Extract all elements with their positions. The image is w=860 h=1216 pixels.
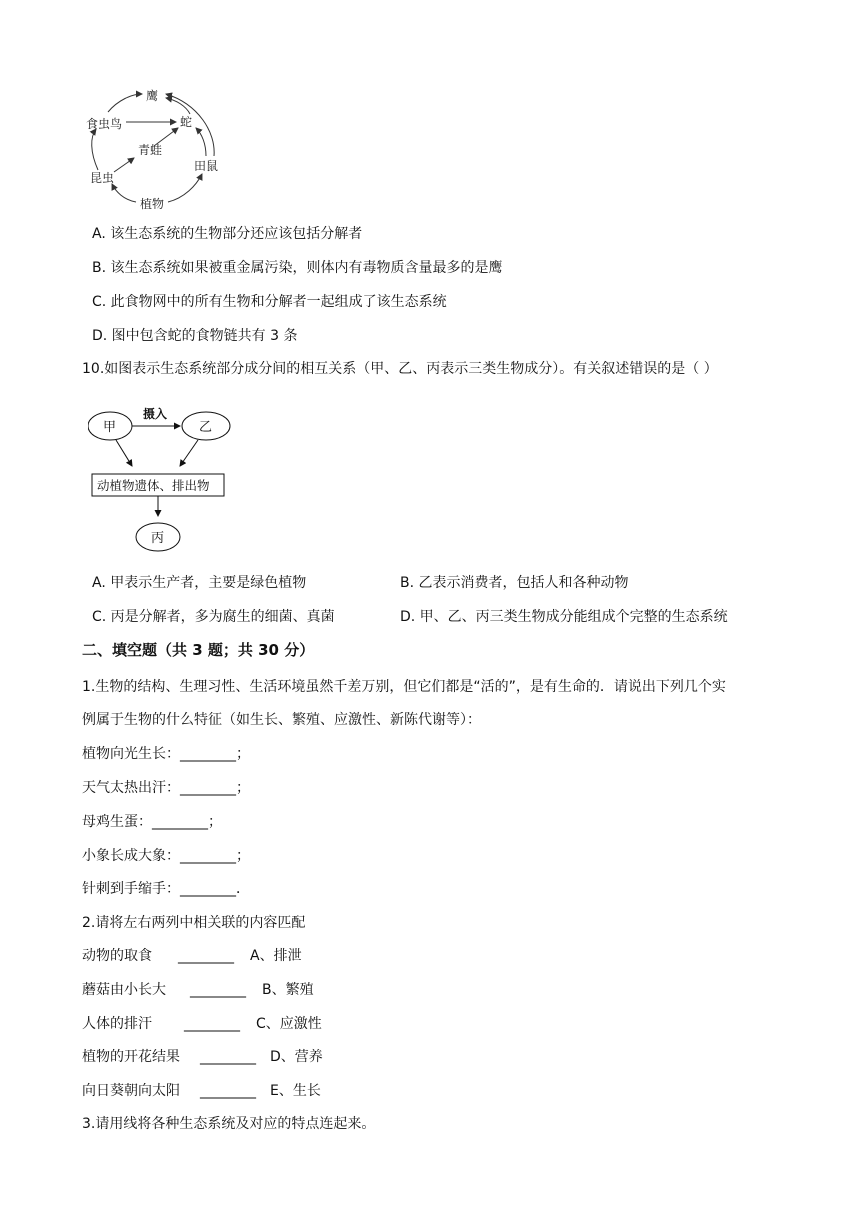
- fb-q1-item: 母鸡生蛋：________；: [82, 814, 222, 830]
- node-frog: 青蛙: [138, 143, 163, 157]
- fb-q1-item: 针刺到手缩手：________．: [82, 881, 250, 897]
- node-bing-label: 丙: [151, 531, 165, 546]
- remains-box-label: 动植物遗体、排出物: [97, 478, 210, 493]
- q10-stem: 10.如图表示生态系统部分成分间的相互关系（甲、乙、丙表示三类生物成分）。有关叙述错误的是（ ）: [82, 361, 718, 377]
- match-right: A、排泄: [250, 948, 302, 964]
- arrow-jia-to-box: [116, 440, 132, 466]
- ecosystem-diagram: [88, 402, 238, 554]
- match-right: D、营养: [270, 1049, 323, 1065]
- arrow-snake-to-eagle: [166, 98, 190, 114]
- fb-q3-stem: 3.请用线将各种生态系统及对应的特点连起来。: [82, 1116, 376, 1132]
- node-eagle: 鹰: [146, 89, 159, 103]
- q10-option-a: A. 甲表示生产者，主要是绿色植物: [92, 575, 307, 591]
- fb-q1-item: 植物向光生长：________；: [82, 746, 250, 762]
- arrow-bird-to-eagle: [108, 94, 142, 112]
- match-blank: ________: [178, 948, 234, 964]
- q10-option-c: C. 丙是分解者，多为腐生的细菌、真菌: [92, 609, 335, 625]
- q9-option-b: B. 该生态系统如果被重金属污染，则体内有毒物质含量最多的是鹰: [92, 260, 503, 276]
- node-yi-label: 乙: [199, 420, 213, 435]
- match-blank: ________: [184, 1016, 240, 1032]
- food-web-diagram: [80, 82, 230, 217]
- section-heading-fill-blank: 二、填空题（共 3 题；共 30 分）: [82, 641, 315, 659]
- match-right: C、应激性: [256, 1016, 322, 1032]
- q10-option-d: D. 甲、乙、丙三类生物成分能组成个完整的生态系统: [400, 609, 728, 625]
- match-blank: ________: [200, 1083, 256, 1099]
- node-insect: 昆虫: [90, 171, 115, 185]
- arrow-yi-to-box: [180, 440, 198, 466]
- arrow-plant-to-mouse: [168, 174, 202, 202]
- q9-option-d: D. 图中包含蛇的食物链共有 3 条: [92, 328, 298, 344]
- match-right: B、繁殖: [262, 982, 314, 998]
- match-left: 动物的取食: [82, 948, 152, 964]
- node-field-mouse: 田鼠: [194, 159, 219, 173]
- match-left: 向日葵朝向太阳: [82, 1083, 180, 1099]
- q10-option-b: B. 乙表示消费者，包括人和各种动物: [400, 575, 629, 591]
- node-plant: 植物: [140, 197, 165, 211]
- q9-option-c: C. 此食物网中的所有生物和分解者一起组成了该生态系统: [92, 294, 447, 310]
- match-blank: ________: [200, 1049, 256, 1065]
- fb-q1-item: 天气太热出汗：________；: [82, 780, 250, 796]
- match-left: 蘑菇由小长大: [82, 982, 166, 998]
- arrow-mouse-to-snake: [196, 128, 206, 156]
- arrow-plant-to-insect: [112, 184, 136, 202]
- match-left: 植物的开花结果: [82, 1049, 180, 1065]
- node-snake: 蛇: [180, 115, 193, 129]
- node-insectivorous-bird: 食虫鸟: [86, 117, 123, 131]
- fb-q1-item: 小象长成大象：________；: [82, 848, 250, 864]
- match-blank: ________: [190, 982, 246, 998]
- fb-q1-stem-line2: 例属于生物的什么特征（如生长、繁殖、应激性、新陈代谢等）：: [82, 712, 481, 728]
- fb-q2-stem: 2.请将左右两列中相关联的内容匹配: [82, 915, 306, 931]
- arrow-insect-to-frog: [114, 158, 134, 172]
- match-left: 人体的排汗: [82, 1016, 152, 1032]
- fb-q1-stem-line1: 1.生物的结构、生理习性、生活环境虽然千差万别，但它们都是“活的”，是有生命的．请说出下列几个实: [82, 679, 726, 695]
- q9-option-a: A. 该生态系统的生物部分还应该包括分解者: [92, 226, 363, 242]
- arrow-insect-to-bird: [92, 129, 98, 170]
- arrow-label-intake: 摄入: [143, 407, 168, 421]
- match-right: E、生长: [270, 1083, 321, 1099]
- node-jia-label: 甲: [103, 420, 117, 435]
